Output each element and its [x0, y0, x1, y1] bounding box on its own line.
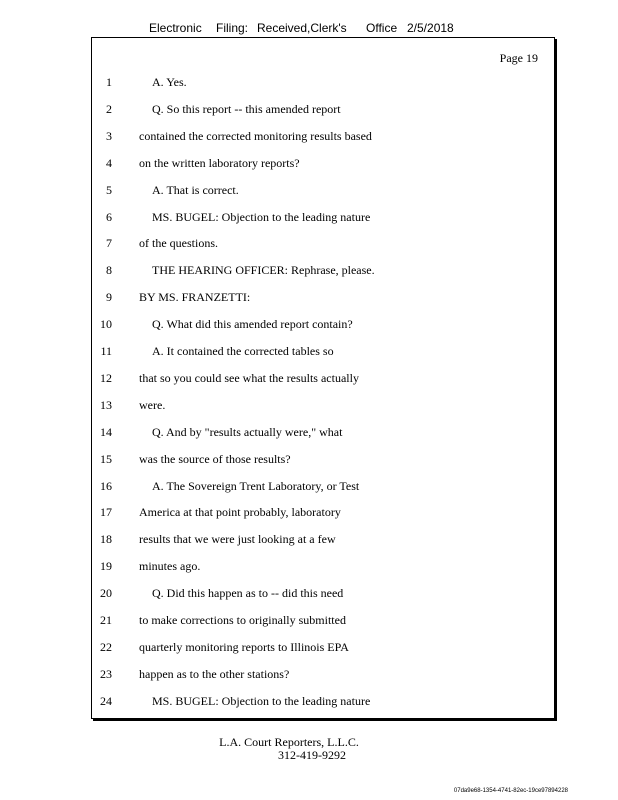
line-text: A. The Sovereign Trent Laboratory, or Test: [152, 478, 360, 493]
line-text: contained the corrected monitoring results based: [139, 128, 372, 143]
line-number: 21: [100, 613, 112, 627]
filing-stamp-part-date: 2/5/2018: [407, 21, 454, 35]
line-number: 17: [100, 505, 112, 520]
line-number: 15: [100, 451, 112, 466]
line-number: 16: [100, 478, 112, 493]
footer-company: L.A. Court Reporters, L.L.C.: [219, 735, 359, 749]
filing-stamp-part-electronic: Electronic: [149, 21, 202, 35]
line-text: Q. Did this happen as to -- did this need: [152, 586, 344, 601]
line-number: 11: [100, 344, 112, 358]
page-number: Page 19: [499, 51, 538, 65]
line-number: 4: [106, 155, 112, 170]
line-text: BY MS. FRANZETTI:: [139, 290, 251, 305]
line-number: 14: [100, 424, 112, 439]
line-text: THE HEARING OFFICER: Rephrase, please.: [152, 263, 375, 278]
line-text: to make corrections to originally submitted: [139, 613, 346, 627]
line-number: 9: [106, 290, 112, 305]
line-number: 18: [100, 532, 112, 547]
line-text: Q. What did this amended report contain?: [152, 317, 353, 332]
line-number: 8: [106, 263, 112, 278]
line-text: that so you could see what the results actually: [139, 370, 359, 385]
line-number: 19: [100, 559, 112, 574]
line-number: 7: [106, 236, 112, 251]
line-text: results that we were just looking at a few: [139, 532, 336, 547]
line-text: A. Yes.: [152, 75, 187, 89]
line-number: 20: [100, 586, 112, 601]
line-number: 23: [100, 666, 112, 681]
line-number: 12: [100, 370, 112, 385]
line-number: 10: [100, 317, 112, 332]
line-number: 6: [106, 209, 112, 224]
line-text: A. It contained the corrected tables so: [152, 344, 334, 358]
line-text: Q. So this report -- this amended report: [152, 101, 341, 116]
line-number: 24: [100, 693, 112, 708]
line-number: 2: [106, 101, 112, 116]
filing-stamp-part-office: Office: [366, 21, 398, 35]
line-text: on the written laboratory reports?: [139, 155, 300, 170]
footer-phone: 312-419-9292: [278, 748, 346, 762]
document-hash: 07da9e68-1354-4741-82ec-19ce97894228: [453, 788, 568, 794]
line-text: of the questions.: [139, 236, 218, 251]
line-text: happen as to the other stations?: [139, 666, 290, 681]
line-text: Q. And by "results actually were," what: [152, 424, 343, 439]
line-text: A. That is correct.: [152, 182, 239, 197]
line-text: MS. BUGEL: Objection to the leading nature: [152, 209, 371, 224]
line-text: was the source of those results?: [139, 451, 291, 466]
line-number: 3: [106, 128, 112, 143]
line-text: minutes ago.: [139, 559, 201, 574]
line-number: 1: [106, 75, 112, 89]
line-number: 5: [106, 182, 112, 197]
transcript-page: [91, 37, 555, 719]
line-text: were.: [139, 397, 166, 412]
line-text: quarterly monitoring reports to Illinois EPA: [139, 639, 349, 654]
filing-stamp-part-received: Received,Clerk's: [257, 21, 347, 35]
line-number: 22: [100, 639, 112, 654]
line-text: America at that point probably, laboratory: [139, 505, 341, 520]
line-text: MS. BUGEL: Objection to the leading nature: [152, 693, 371, 708]
line-number: 13: [100, 397, 112, 412]
filing-stamp-part-filing: Filing:: [216, 21, 249, 35]
